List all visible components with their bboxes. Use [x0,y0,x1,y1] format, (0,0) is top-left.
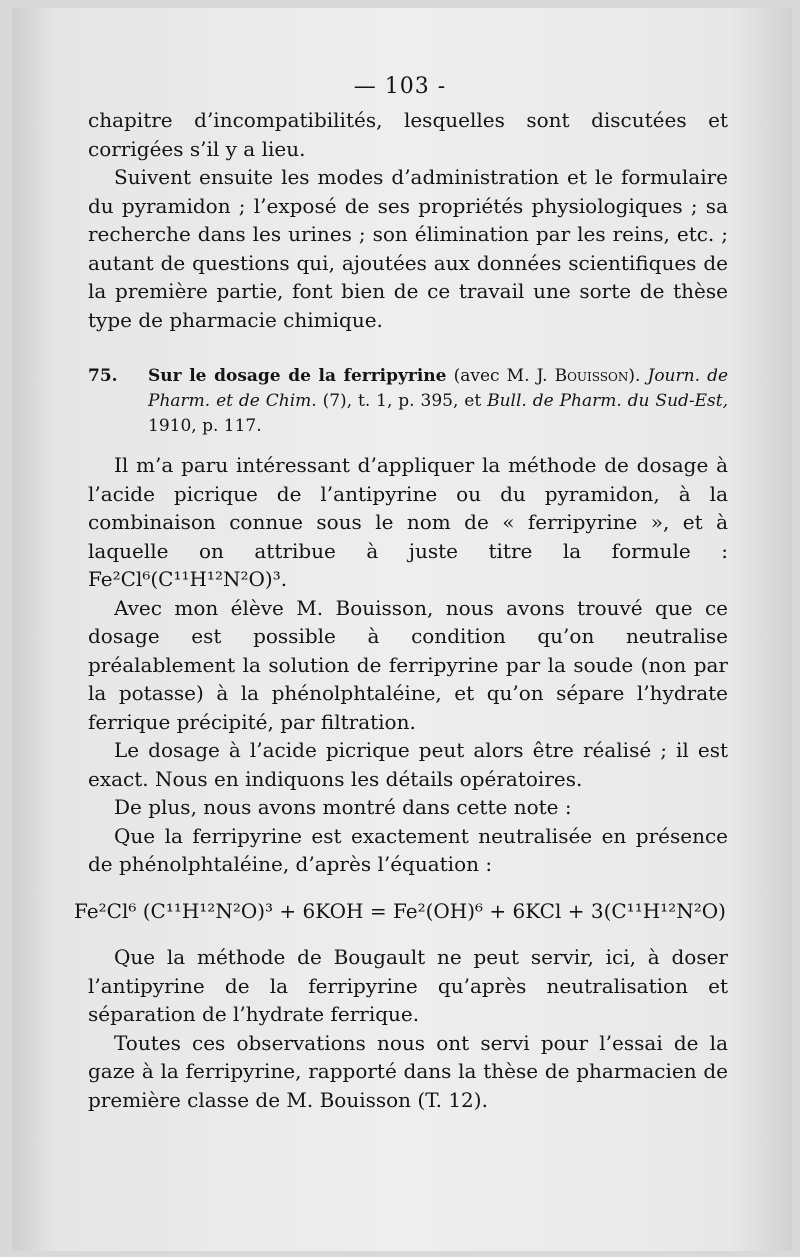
paragraph: Le dosage à l’acide picrique peut alors être réalisé ; il est exact. Nous en indiquons les détails opératoires. [88,738,728,791]
paragraph: chapitre d’incompatibilités, lesquelles sont discutées et corrigées s’il y a lieu. [88,108,728,161]
paragraph: Avec mon élève M. Bouisson, nous avons trouvé que ce dosage est possible à condition qu’on neutralise préalablement la solution de ferripyrine par la soude (non par la potasse) à la phénolphtaléine, et qu’on sépare l’hydrate ferrique précipité, par filtration. [88,595,728,734]
paragraph: Que la méthode de Bougault ne peut servir, ici, à doser l’antipyrine de la ferripyrine qu’après neutralisation et séparation de l’hydrate ferrique. [88,945,728,1026]
entry-title: Sur le dosage de la ferripyrine [148,366,447,386]
paragraph: Toutes ces observations nous ont servi pour l’essai de la gaze à la ferripyrine, rapporté dans la thèse de pharmacien de première classe de M. Bouisson (T. 12). [88,1030,728,1112]
entry-year: 1910, p. 117. [148,416,262,436]
entry-with: (avec M. J. [453,366,555,386]
entry-coauthor: Bouisson [554,366,629,386]
paragraph: Suivent ensuite les modes d’administration et le formulaire du pyramidon ; l’exposé de ses propriétés physiologiques ; sa recherche dans les urines ; son élimination par les reins, etc. ; autant de questions qui, ajoutées aux données scientifiques de la première partie, font bien de ce travail une sorte de thèse type de pharmacie chimique. [88,165,728,332]
page-number: — 103 - [353,74,447,99]
chemical-equation: Fe²Cl⁶ (C¹¹H¹²N²O)³ + 6KOH = Fe²(OH)⁶ + 6KCl + 3(C¹¹H¹²N²O) [74,898,726,923]
bibliography-entry [88,364,728,439]
entry-close: ). [628,366,641,386]
page-body [74,106,729,1114]
entry-source2: Bull. de Pharm. du Sud-Est, [487,391,729,411]
paragraph: Que la ferripyrine est exactement neutralisée en présence de phénolphtaléine, d’après l’équation : [88,823,728,876]
paragraph: De plus, nous avons montré dans cette note : [114,795,572,819]
paragraph: Il m’a paru intéressant d’appliquer la méthode de dosage à l’acide picrique de l’antipyrine ou du pyramidon, à la combinaison connue sous le nom de « ferripyrine », et à laquelle on attribue à juste titre la formule : Fe²Cl⁶(C¹¹H¹²N²O)³. [88,453,728,591]
entry-source: Journ. de Pharm. et de Chim. [148,366,729,411]
entry-details: (7), t. 1, p. 395, et [322,391,482,411]
entry-number: 75. [88,366,118,386]
